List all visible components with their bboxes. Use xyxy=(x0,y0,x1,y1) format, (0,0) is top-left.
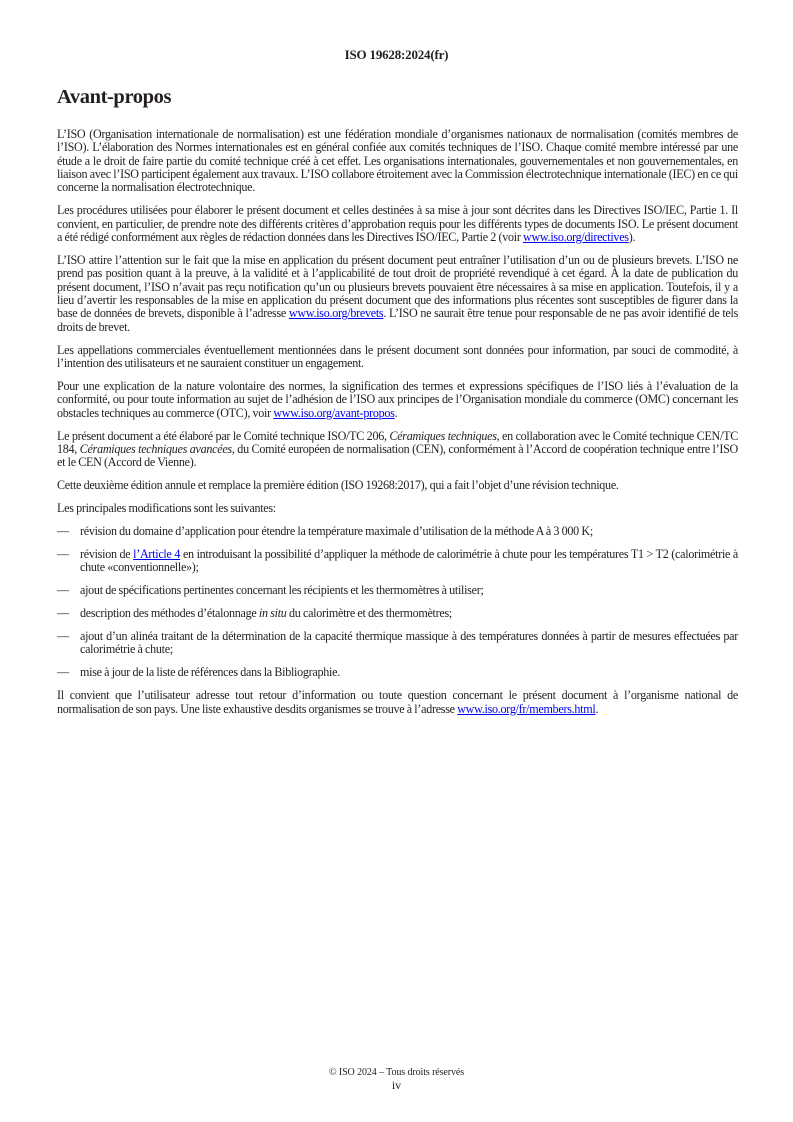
list-item-text: description des méthodes d’étalonnage xyxy=(80,606,259,621)
paragraph-text: Il convient que l’utilisateur adresse tout retour d’information ou toute question concernant le présent document à l’organisme national de normalisation de son pays. Une liste exhaustive desdits organismes se trouve à l’adresse xyxy=(57,688,738,716)
paragraph-trade-names: Les appellations commerciales éventuellement mentionnées dans le présent document sont données pour information, par souci de commodité, à l’intention des utilisateurs et ne sauraient constituer un engagement. xyxy=(57,342,738,370)
paragraph-edition: Cette deuxième édition annule et remplace la première édition (ISO 19268:2017), qui a fait l’objet d’une révision technique. xyxy=(57,478,619,493)
list-item xyxy=(57,525,738,538)
paragraph-changes-intro: Les principales modifications sont les suivantes: xyxy=(57,501,276,516)
list-item-text: révision de xyxy=(80,546,134,561)
list-item xyxy=(57,607,738,620)
paragraph-text: . xyxy=(394,405,398,420)
paragraph-text: . L’ISO ne saurait être tenue pour responsable de ne pas avoir identifié de tels droits de brevet. xyxy=(57,306,739,334)
avant-propos-link[interactable]: www.iso.org/avant-propos xyxy=(273,405,395,420)
paragraph-text: , en collaboration avec le Comité technique CEN/TC 184, xyxy=(57,428,738,456)
list-item-text: ajout d’un alinéa traitant de la détermination de la capacité thermique massique à des températures données à partir de mesures effectuées par calorimétrie à chute; xyxy=(80,629,738,657)
paragraph-feedback xyxy=(57,689,738,716)
copyright-notice: © ISO 2024 – Tous droits réservés xyxy=(328,1067,465,1078)
dash-bullet-icon: — xyxy=(57,665,69,680)
list-item-text: ajout de spécifications pertinentes concernant les récipients et les thermomètres à utiliser; xyxy=(80,583,484,598)
dash-bullet-icon: — xyxy=(57,629,69,644)
paragraph-text: L’ISO attire l’attention sur le fait que la mise en application du présent document peut entraîner l’utilisation d’un ou de plusieurs brevets. L’ISO ne prend pas position quant à la preuve, à la validité et à l’applicabilité de tout droit de propriété revendiqué à cet égard. À la date de publication du présent document, l’ISO n’avait pas reçu notification qu’un ou plusieurs brevets pouvaient être nécessaires à sa mise en application. Toutefois, il y a lieu d’avertir les responsables de la mise en application du présent document que des informations plus récentes sont susceptibles de figurer dans la base de données de brevets, disponible à l’adresse xyxy=(57,252,738,321)
list-item xyxy=(57,666,738,679)
directives-link[interactable]: www.iso.org/directives xyxy=(523,230,629,244)
members-link[interactable]: www.iso.org/fr/members.html xyxy=(457,701,596,716)
brevets-link[interactable]: www.iso.org/brevets xyxy=(288,306,384,321)
in-situ-term: in situ xyxy=(258,606,287,621)
dash-bullet-icon: — xyxy=(57,606,69,621)
paragraph-text: Les procédures utilisées pour élaborer le présent document et celles destinées à sa mise à jour sont décrites dans les Directives ISO/IEC, Partie 1. Il convient, en particulier, de prendre note des différents critères d’approbation requis pour les différents types de documents ISO. Le présent document a été rédigé conformément aux règles de rédaction données dans les Directives ISO/IEC, Partie 2 (voir xyxy=(57,203,738,244)
document-identifier: ISO 19628:2024(fr) xyxy=(344,47,449,62)
foreword-body xyxy=(57,128,738,726)
list-item-text: en introduisant la possibilité d’appliquer la méthode de calorimétrie à chute pour les températures T1 > T2 (calorimétrie à chute «conventionnelle»); xyxy=(80,546,738,575)
paragraph-text: , du Comité européen de normalisation (CEN), conformément à l’Accord de coopération technique entre l’ISO et le CEN (Accord de Vienne). xyxy=(57,441,738,470)
list-item-text: révision du domaine d’application pour étendre la température maximale d’utilisation de la méthode A à 3 000 K; xyxy=(80,524,593,538)
paragraph-iso-intro: L’ISO (Organisation internationale de normalisation) est une fédération mondiale d’organismes nationaux de normalisation (comités membres de l’ISO). L’élaboration des Normes internationales est en général confiée aux comités techniques de l’ISO. Chaque comité membre intéressé par une étude a le droit de faire partie du comité technique créé à cet effet. Les organisations internationales, gouvernementales et non gouvernementales, en liaison avec l’ISO participent également aux travaux. L’ISO collabore étroitement avec la Commission électrotechnique internationale (IEC) en ce qui concerne la normalisation électrotechnique. xyxy=(57,127,738,195)
list-item xyxy=(57,584,738,597)
list-item xyxy=(57,630,738,657)
paragraph-committee xyxy=(57,430,738,470)
list-item-text: mise à jour de la liste de références dans la Bibliographie. xyxy=(80,665,340,680)
paragraph-text: . xyxy=(595,701,599,716)
paragraph-procedures xyxy=(57,204,738,244)
paragraph-text: Le présent document a été élaboré par le Comité technique ISO/TC 206, xyxy=(57,428,390,443)
article-4-link[interactable]: l’Article 4 xyxy=(133,546,181,561)
cen-committee-title: Céramiques techniques avancées xyxy=(79,441,232,456)
dash-bullet-icon: — xyxy=(57,524,69,538)
paragraph-text: ). xyxy=(628,230,636,244)
paragraph-patents xyxy=(57,254,738,334)
paragraph-text: Pour une explication de la nature volontaire des normes, la signification des termes et expressions spécifiques de l’ISO liés à l’évaluation de la conformité, ou pour toute information au sujet de l’adhésion de l’ISO aux principes de l’Organisation mondiale du commerce (OMC) concernant les obstacles techniques au commerce (OTC), voir xyxy=(57,378,738,420)
list-item-text: du calorimètre et des thermomètres; xyxy=(286,606,452,621)
section-title: Avant-propos xyxy=(57,86,172,108)
page-footer xyxy=(0,1066,793,1092)
dash-bullet-icon: — xyxy=(57,546,69,561)
changes-list xyxy=(57,525,738,680)
list-item xyxy=(57,548,738,575)
dash-bullet-icon: — xyxy=(57,583,69,598)
page-number: iv xyxy=(391,1078,402,1092)
committee-title: Céramiques techniques xyxy=(389,428,497,443)
paragraph-voluntary-nature xyxy=(57,380,738,420)
